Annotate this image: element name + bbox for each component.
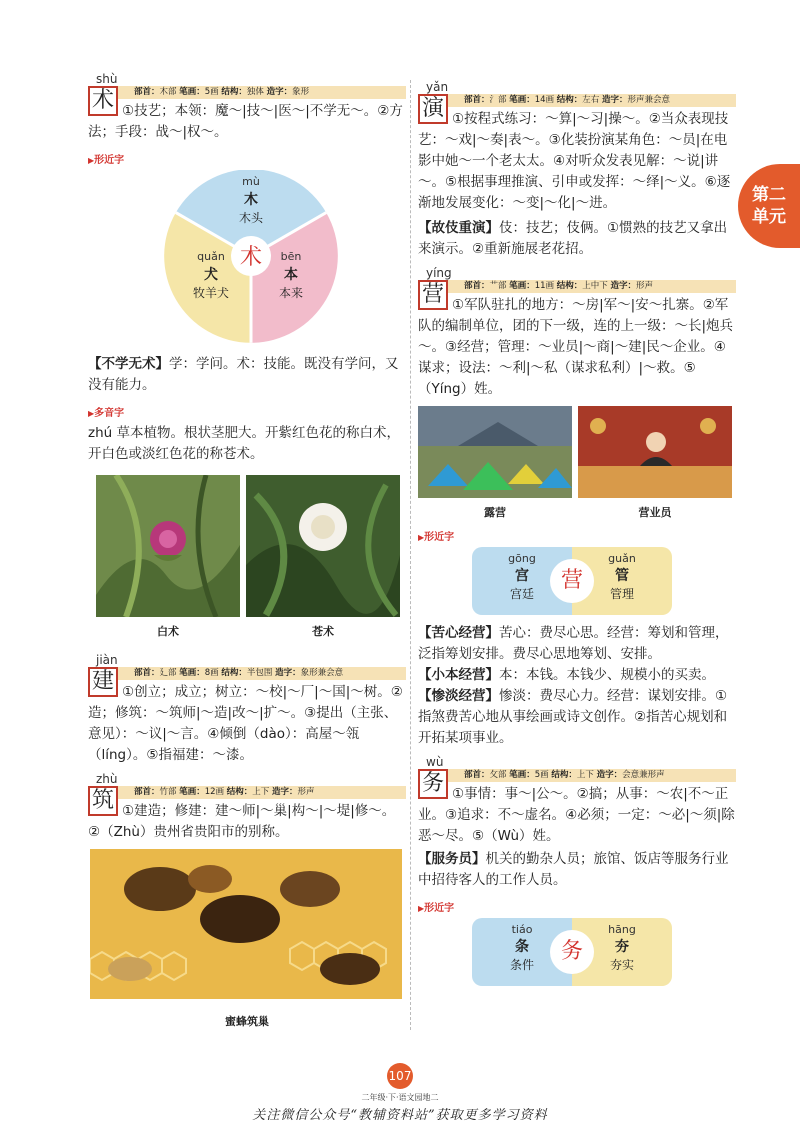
pill-word-left: 条件 xyxy=(509,958,534,972)
definition: ①军队驻扎的地方：～房|军～|安～扎寨。②军队的编制单位，团的下一级，连的上一级：～长|炮兵～。③经营；管理：～业员|～商|～建|民～企业。④谋求；设法：～利|～私（谋求私利）|～救。⑤（Yíng）姓。 xyxy=(418,297,734,397)
entry-ying xyxy=(418,266,736,749)
idiom-kuxin: 【苦心经营】苦心：费尽心思。经营：筹划和管理，泛指筹划安排。费尽心思地筹划、安排。 xyxy=(418,625,729,662)
polyphone-label: ▶多音字 xyxy=(88,408,125,419)
wheel-word-mu: 木头 xyxy=(238,211,264,225)
photo-cangzhu xyxy=(246,475,400,617)
similar-chars-label: ▶形近字 xyxy=(418,903,455,914)
similar-chars-label: ▶形近字 xyxy=(88,155,125,166)
pill-char-left: 宫 xyxy=(515,568,529,584)
unit-tab-line2: 单元 xyxy=(752,207,786,227)
entry-shu xyxy=(88,72,406,643)
pill-pinyin-left: tiáo xyxy=(511,923,533,936)
pinyin: yǎn xyxy=(426,80,449,94)
caption-bee-nest: 蜜蜂筑巢 xyxy=(225,1015,269,1028)
photo-baizhu xyxy=(96,475,240,617)
idiom-fuwuyuan: 【服务员】机关的勤杂人员；旅馆、饭店等服务行业中招待客人的工作人员。 xyxy=(418,851,729,888)
caption-clerk: 营业员 xyxy=(638,506,672,519)
char-meta: 部首：竹部 笔画：12画 结构：上下 造字：形声 xyxy=(116,786,406,799)
pill-char-right: 夯 xyxy=(615,939,629,955)
entry-jian xyxy=(88,653,406,766)
idiom-candan: 【惨淡经营】惨淡：费尽心力。经营：谋划安排。①指煞费苦心地从事绘画或诗文创作。②指苦心规划和开拓某项事业。 xyxy=(418,688,728,746)
pinyin: yíng xyxy=(426,266,452,280)
pill-pinyin-left: gōng xyxy=(508,552,536,565)
photo-camping xyxy=(418,406,572,498)
wheel-char-ben: 本 xyxy=(284,267,298,283)
similar-chars-wu xyxy=(472,918,672,986)
similar-chars-wheel xyxy=(88,170,406,344)
wheel-char-quan: 犬 xyxy=(204,267,218,283)
page-number: 107 xyxy=(387,1063,413,1089)
wheel-word-quan: 牧羊犬 xyxy=(192,286,230,300)
wheel-word-ben: 本来 xyxy=(278,286,304,300)
right-column xyxy=(418,80,736,986)
caption-cangzhu: 苍术 xyxy=(312,625,334,638)
idiom-buxuewushu: 【不学无术】学：学问。术：技能。既没有学问，又没有能力。 xyxy=(88,356,399,393)
wheel-char-mu: 木 xyxy=(244,192,258,208)
idiom-guji: 【故伎重演】伎：技艺；伎俩。①惯熟的技艺又拿出来演示。②重新施展老花招。 xyxy=(418,220,728,257)
pill-word-right: 夯实 xyxy=(609,958,634,972)
pinyin: jiàn xyxy=(96,653,118,667)
pinyin: shù xyxy=(96,72,118,86)
head-character: 筑 xyxy=(88,786,118,816)
caption-camping: 露营 xyxy=(484,506,506,519)
char-meta: 部首：木部 笔画：5画 结构：独体 造字：象形 xyxy=(116,86,406,99)
pill-char-right: 管 xyxy=(615,568,629,584)
pill-center-char: 营 xyxy=(550,559,594,603)
unit-tab xyxy=(738,164,800,248)
pill-center-char: 务 xyxy=(550,930,594,974)
definition: ①技艺；本领：魔～|技～|医～|不学无～。②方法；手段：战～|权～。 xyxy=(88,103,403,140)
definition: ①建造；修建：建～师|～巢|构～|～堤|修～。②（Zhù）贵州省贵阳市的别称。 xyxy=(88,803,396,840)
pill-word-right: 管理 xyxy=(609,587,634,601)
wheel-pinyin-quan: quǎn xyxy=(197,250,225,263)
polyphone-text: zhú 草本植物。根状茎肥大。开紫红色花的称白术，开白色或淡红色花的称苍术。 xyxy=(88,425,400,462)
pill-pinyin-right: hāng xyxy=(608,923,636,936)
left-column xyxy=(88,72,406,1029)
entry-zhu xyxy=(88,772,406,1029)
head-character: 营 xyxy=(418,280,448,310)
similar-chars-label: ▶形近字 xyxy=(418,532,455,543)
char-meta: 部首：氵部 笔画：14画 结构：左右 造字：形声兼会意 xyxy=(446,94,736,107)
wheel-pinyin-ben: bēn xyxy=(280,250,302,263)
column-divider xyxy=(410,80,411,1030)
photo-clerk xyxy=(578,406,732,498)
idiom-xiaoben: 【小本经营】本：本钱。本钱少、规模小的买卖。 xyxy=(418,667,715,683)
unit-tab-line1: 第二 xyxy=(752,185,786,205)
caption-baizhu: 白术 xyxy=(157,625,179,638)
head-character: 务 xyxy=(418,769,448,799)
wheel-center-char: 术 xyxy=(239,245,263,270)
head-character: 术 xyxy=(88,86,118,116)
similar-chars-ying xyxy=(472,547,672,615)
pinyin: wù xyxy=(426,755,444,769)
entry-yan xyxy=(418,80,736,260)
pinyin: zhù xyxy=(96,772,118,786)
footer-notice: 关注微信公众号“教辅资料站”获取更多学习资料 xyxy=(252,1108,548,1123)
char-meta: 部首：艹部 笔画：11画 结构：上中下 造字：形声 xyxy=(446,280,736,293)
definition: ①按程式练习：～算|～习|操～。②当众表现技艺：～戏|～奏|表～。③化装扮演某角色：～员|在电影中她～一个老太太。④对听众发表见解：～说|讲～。⑤根据事理推演、引申或发挥：～绎|～义。⑥逐渐地发展变化：～变|～化|～进。 xyxy=(418,111,731,211)
definition: ①事情：事～|公～。②搞；从事：～农|不～正业。③追求：不～虚名。④必须；一定：～必|～须|除恶～尽。⑤（Wù）姓。 xyxy=(418,786,735,844)
pill-word-left: 宫廷 xyxy=(509,587,534,601)
pill-pinyin-right: guǎn xyxy=(608,552,636,565)
head-character: 建 xyxy=(88,667,118,697)
head-character: 演 xyxy=(418,94,448,124)
entry-wu xyxy=(418,755,736,986)
footer-grade: 二年级·下·语文园地二 xyxy=(361,1093,439,1102)
char-meta: 部首：廴部 笔画：8画 结构：半包围 造字：象形兼会意 xyxy=(116,667,406,680)
char-meta: 部首：攵部 笔画：5画 结构：上下 造字：会意兼形声 xyxy=(446,769,736,782)
definition: ①创立；成立；树立：～校|～厂|～国|～树。②造；修筑：～筑师|～造|改～|扩～。③提出（主张、意见）：～议|～言。④倾倒（dào）：高屋～瓴（líng）。⑤指福建：～漆。 xyxy=(88,684,403,763)
photo-bee-nest xyxy=(90,849,402,999)
wheel-pinyin-mu: mù xyxy=(242,175,260,188)
pill-char-left: 条 xyxy=(515,939,529,955)
